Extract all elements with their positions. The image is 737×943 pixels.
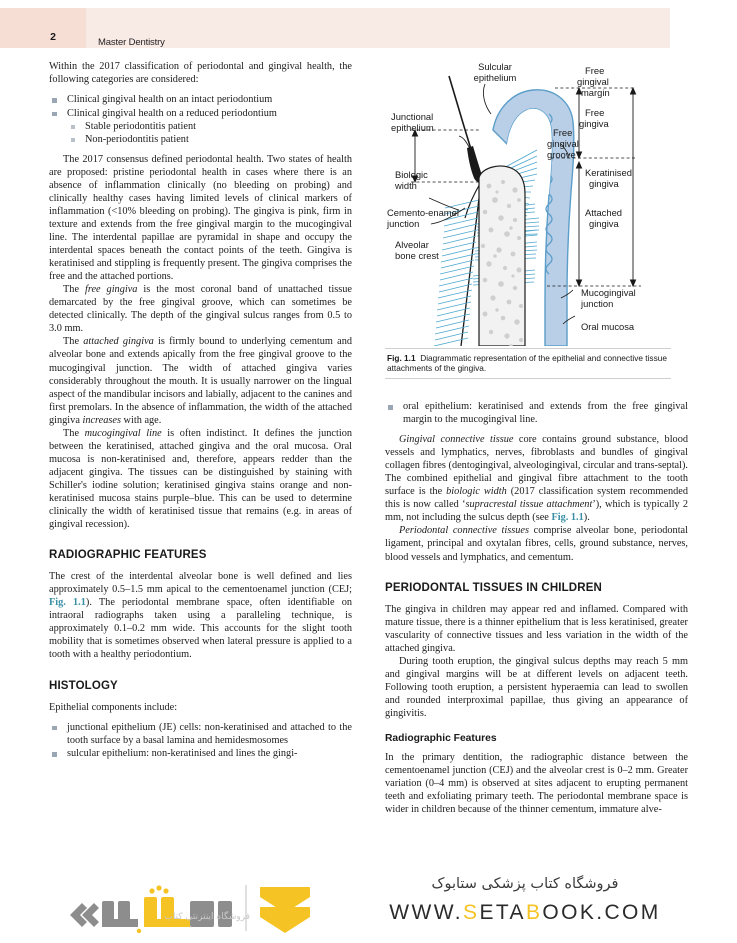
text-pre: The crest of the interdental alveolar bone is well defined and lies approximately 0.5–1.5 mm apical to the cementoenamel junction (CEJ; <box>49 571 352 596</box>
list-item-label: Clinical gingival health on a reduced periodontium <box>67 107 277 119</box>
text-post: is the most coronal band of unattached tissue demarcated by the free gingival groove, which can sometimes be detected clinically. The depth of the gingival sulcus ranges from 0.5 to 3.0 mm. <box>49 284 352 335</box>
footer-brand-block <box>335 873 715 925</box>
paragraph-radiographic <box>49 570 352 661</box>
paragraph-gingival-connective-tissue <box>385 433 688 524</box>
footer-url[interactable] <box>335 901 715 925</box>
text-pre: The <box>63 427 85 439</box>
logo-chevron-mark <box>260 887 310 933</box>
svg-text:gingival: gingival <box>547 138 579 149</box>
list-item: junctional epithelium (JE) cells: non-keratinised and attached to the tooth surface by a basal lamina and hemidesmosomes <box>49 721 352 747</box>
heading-radiographic-features: RADIOGRAPHIC FEATURES <box>49 549 207 562</box>
figure-caption <box>385 348 671 379</box>
subcategory-list <box>67 120 352 146</box>
svg-text:bone crest: bone crest <box>395 250 439 261</box>
svg-text:junction: junction <box>387 218 420 229</box>
label-oral-mucosa: Oral mucosa <box>581 321 635 332</box>
text-pre: The <box>63 284 85 296</box>
term-periodontal-connective-tissues: Periodontal connective tissues <box>399 525 529 537</box>
paragraph-attached-gingiva <box>49 335 352 426</box>
svg-text:epithelium: epithelium <box>391 122 434 133</box>
label-mucogingival-junction: Mucogingival <box>581 287 636 298</box>
url-eta: ETA <box>479 901 526 924</box>
oral-epithelium-list <box>385 400 688 426</box>
heading-periodontal-tissues-in-children: PERIODONTAL TISSUES IN CHILDREN <box>385 581 602 594</box>
list-item: Clinical gingival health on an intact periodontium <box>49 93 352 106</box>
text-post: ). The periodontal membrane space, often identifiable on intraoral radiographs taken using a paralleling technique, is approximately 0.1–0.2 mm wide. This accounts for the slight tooth mobility that is sometimes observed when lateral pressure is applied to a tooth with a healthy periodontium. <box>49 597 352 661</box>
svg-text:epithelium: epithelium <box>473 72 517 83</box>
attached-gingiva-arrow <box>576 162 581 286</box>
heading-histology: HISTOLOGY <box>49 679 118 692</box>
list-item: oral epithelium: keratinised and extends from the free gingival margin to the mucogingival line. <box>385 400 688 426</box>
page-number: 2 <box>50 31 56 43</box>
text-mid: is firmly bound to underlying cementum and alveolar bone and extends apically from the free gingival groove to the mucogingival junction. The width of attached gingiva varies considerably throughout the mouth. It is usually narrower on the lingual aspect of the mandibular incisors and labially, adjacent to the canines and first premolars. In the absence of inflammation, the width of the attached gingiva <box>49 336 352 426</box>
figure-1-1 <box>385 58 671 378</box>
url-prefix: WWW. <box>389 901 464 924</box>
logo-wordmark <box>70 885 232 933</box>
list-item: Stable periodontitis patient <box>67 120 352 133</box>
svg-text:gingiva: gingiva <box>589 218 619 229</box>
label-biologic-width: Biologic <box>395 169 428 180</box>
list-item: sulcular epithelium: non-keratinised and lines the gingi- <box>49 747 352 760</box>
text-mid3: ’), which is typically 2 mm, not including the sulcus depth (see <box>385 499 688 524</box>
footer-watermark <box>0 867 737 943</box>
label-free-gingiva: Free <box>585 107 605 118</box>
paragraph-free-gingiva <box>49 283 352 335</box>
svg-text:gingival: gingival <box>577 76 609 87</box>
text-post: with age. <box>120 414 162 426</box>
svg-text:margin: margin <box>581 87 610 98</box>
text-post: comprise alveolar bone, periodontal ligament, principal and oxytalan fibres, cells, ground substance, nerves, blood vessels and lymphatics, and cementum. <box>385 525 688 563</box>
label-sulcular-epithelium: Sulcular <box>478 61 512 72</box>
term-supracrestal-tissue-attachment: supracrestal tissue attachment <box>465 499 593 511</box>
term-biologic-width: biologic width <box>446 486 507 498</box>
right-text-column <box>385 400 688 816</box>
paragraph-consensus: The 2017 consensus defined periodontal health. Two states of health are proposed: pristine periodontal health in cases where there is an absence of inflammation clinically (no bleeding on probing) and clinically healthy cases having limited levels of clinical markers of inflammation (<10% bleeding on probing). The gingiva is pink, firm in texture and extends from the free gingival margin to the mucogingival line. The interdental papillae are pyramidal in shape and occupy the interdental spaces beneath the contact points of the teeth. Gingiva is keratinised and stippling is frequently present. The gingiva comprises the free and the attached portions. <box>49 153 352 283</box>
list-item: Non-periodontitis patient <box>67 133 352 146</box>
term-gingival-connective-tissue: Gingival connective tissue <box>399 434 514 446</box>
gingiva-anatomy-diagram <box>385 58 671 346</box>
label-free-gingival-groove: Free <box>553 127 573 138</box>
figure-crossref-link[interactable]: Fig. 1.1 <box>551 512 584 524</box>
svg-text:width: width <box>395 180 417 191</box>
intro-paragraph: Within the 2017 classification of periodontal and gingival health, the following categories are considered: <box>49 61 352 86</box>
url-rest: OOK.COM <box>542 901 661 924</box>
paragraph-epithelial-intro: Epithelial components include: <box>49 701 178 713</box>
figure-caption-text: Diagrammatic representation of the epithelial and connective tissue attachments of the gingiva. <box>387 353 667 374</box>
figure-label: Fig. 1.1 <box>387 353 416 363</box>
label-alveolar-bone-crest: Alveolar <box>395 239 429 250</box>
paragraph-children-2: During tooth eruption, the gingival sulcus depths may reach 5 mm and gingival margins will be at different levels on adjacent teeth. Following tooth eruption, a persistent hyperaemia can lead to swollen and rounded interproximal papillae, thus giving an appearance of gingivitis. <box>385 655 688 719</box>
page-header <box>0 8 670 48</box>
url-s: S <box>463 901 480 924</box>
label-cemento-enamel-junction: Cemento-enamel <box>387 207 459 218</box>
url-b: B <box>525 901 543 924</box>
term-free-gingiva: free gingiva <box>84 284 138 296</box>
text-post: is often indistinct. It defines the junction between the keratinised, attached gingiva and the oral mucosa. Oral mucosa is non-keratinised and, therefore, appears redder than the adjacent gingiva. The tissues can be distinguished by staining with Schiller's iodine solution; keratinised gingiva stains orange and non-keratinised mucosa stains purple–blue. This can be used to determine clinically the width of keratinised tissue that remains (e.g. in areas of gingival recession). <box>49 427 352 531</box>
svg-text:gingiva: gingiva <box>589 178 619 189</box>
logo-subtitle: فروشگاه اینترنتی کتاب <box>164 912 250 922</box>
epithelial-components-list <box>49 721 352 761</box>
text-post: ). <box>583 512 590 524</box>
label-attached-gingiva: Attached <box>585 207 623 218</box>
term-mucogingival-line: mucogingival line <box>84 427 162 439</box>
keratinised-gingiva-arrow <box>630 88 635 286</box>
svg-text:groove: groove <box>547 149 576 160</box>
svg-text:junction: junction <box>581 298 614 309</box>
category-list <box>49 93 352 146</box>
svg-text:gingiva: gingiva <box>579 118 609 129</box>
paragraph-children-1: The gingiva in children may appear red and inflamed. Compared with mature tissue, there is a thinner epithelium that is less keratinised, greater vascularity of connective tissues and less variation in the width of the attached gingiva. <box>385 603 688 654</box>
term-increases: increases <box>82 414 121 426</box>
text-mid: core contains ground substance, blood vessels and lymphatics, nerves, fibroblasts and bundles of gingival collagen fibres (dentogingival, alveologingival, circular and trans-septal). The combined epithelial and gingival fibre attachment to the tooth surface is the <box>385 434 689 498</box>
paragraph-radiographic-children: In the primary dentition, the radiographic distance between the cementoenamel junction (CEJ) and the alveolar crest is 0–2 mm. Greater variation (0–4 mm) is observed at sites adjacent to erupting permanent teeth and exfoliating primary teeth. The periodontal membrane space is wider in children because of the thinner cementum, immature alve- <box>385 752 688 816</box>
left-text-column <box>49 60 352 767</box>
list-item <box>49 107 352 146</box>
running-head-title: Master Dentistry <box>98 37 165 48</box>
label-keratinised-gingiva: Keratinised <box>585 167 632 178</box>
term-attached-gingiva: attached gingiva <box>83 336 154 348</box>
paragraph-mucogingival-line <box>49 427 352 531</box>
paragraph-periodontal-connective-tissues <box>385 524 688 563</box>
text-pre: The <box>63 336 84 348</box>
setabook-logo <box>60 875 310 935</box>
text-mid2: (2017 classification system recommended this is now called ‘ <box>385 486 688 511</box>
label-junctional-epithelium: Junctional <box>391 111 434 122</box>
footer-tagline: فروشگاه کتاب پزشکی ستابوک <box>431 876 619 892</box>
figure-crossref-link[interactable]: Fig. 1.1 <box>49 597 86 609</box>
label-free-gingival-margin: Free <box>585 65 605 76</box>
heading-radiographic-features-children: Radiographic Features <box>385 733 497 745</box>
